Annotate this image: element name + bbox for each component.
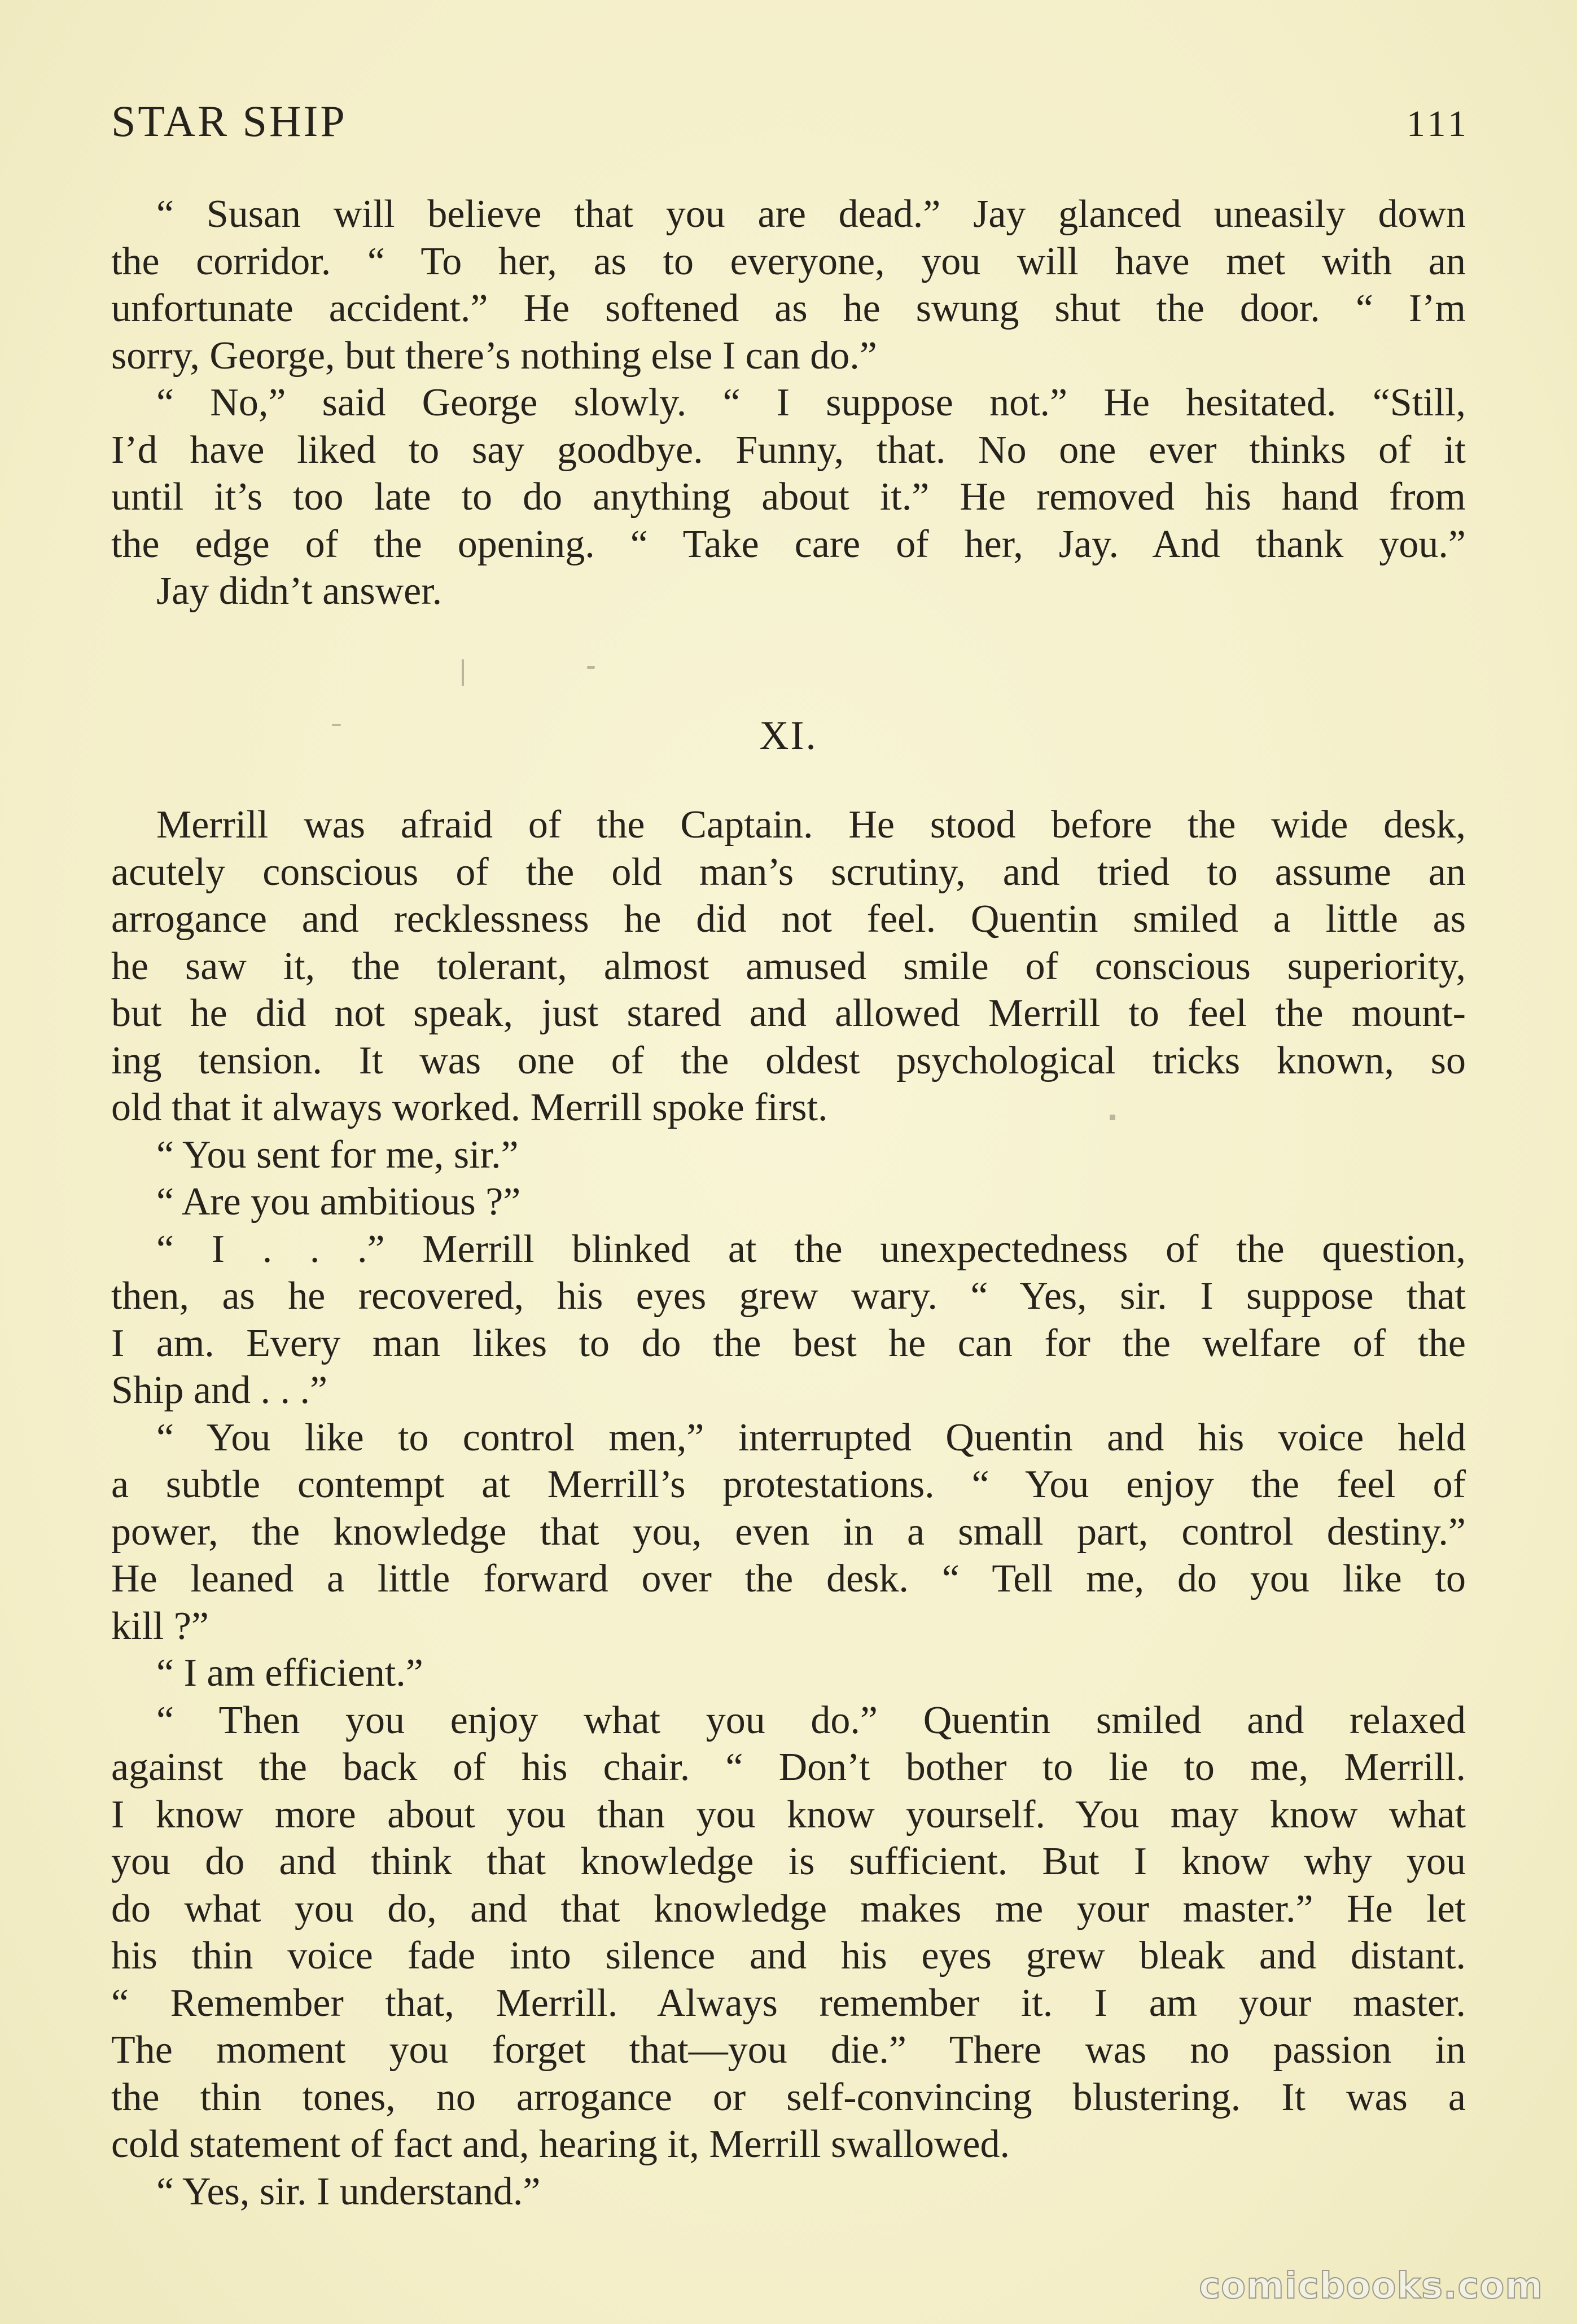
text-line: his thin voice fade into silence and his eyes grew bleak and distant. bbox=[111, 1934, 1466, 1977]
text-line: power, the knowledge that you, even in a small part, control destiny.” bbox=[111, 1510, 1466, 1554]
chapter-heading: XI. bbox=[759, 713, 818, 758]
text-line: the thin tones, no arrogance or self-convincing blustering. It was a bbox=[111, 2075, 1466, 2119]
text-line: “ Are you ambitious ?” bbox=[156, 1180, 521, 1224]
text-line: “ No,” said George slowly. “ I suppose not.” He hesitated. “Still, bbox=[156, 381, 1466, 424]
text-line: He leaned a little forward over the desk. “ Tell me, do you like to bbox=[111, 1557, 1466, 1601]
text-line: cold statement of fact and, hearing it, Merrill swallowed. bbox=[111, 2123, 1010, 2166]
text-line: he saw it, the tolerant, almost amused smile of conscious superiority, bbox=[111, 944, 1466, 988]
paper-speck bbox=[462, 659, 464, 686]
watermark-logo: comicbooks.com bbox=[1199, 2265, 1543, 2307]
text-line: “ Remember that, Merrill. Always remember it. I am your master. bbox=[111, 1981, 1466, 2025]
text-line: ing tension. It was one of the oldest psychological tricks known, so bbox=[111, 1038, 1466, 1082]
text-line: “ You like to control men,” interrupted Quentin and his voice held bbox=[156, 1415, 1466, 1459]
text-line: you do and think that knowledge is sufficient. But I know why you bbox=[111, 1840, 1466, 1883]
text-line: acutely conscious of the old man’s scrutiny, and tried to assume an bbox=[111, 850, 1466, 894]
paper-speck bbox=[332, 724, 341, 726]
text-line: “ I am efficient.” bbox=[156, 1651, 423, 1695]
text-line: kill ?” bbox=[111, 1604, 209, 1648]
text-line: Jay didn’t answer. bbox=[156, 569, 443, 613]
text-line: “ Yes, sir. I understand.” bbox=[156, 2169, 541, 2213]
text-line: do what you do, and that knowledge makes me your master.” He let bbox=[111, 1887, 1466, 1931]
text-line: sorry, George, but there’s nothing else I can do.” bbox=[111, 334, 877, 378]
text-line: against the back of his chair. “ Don’t bother to lie to me, Merrill. bbox=[111, 1746, 1466, 1789]
text-line: “ I . . .” Merrill blinked at the unexpectedness of the question, bbox=[156, 1227, 1466, 1271]
text-line: but he did not speak, just stared and allowed Merrill to feel the mount- bbox=[111, 992, 1466, 1035]
text-line: “ You sent for me, sir.” bbox=[156, 1133, 519, 1177]
text-line: Merrill was afraid of the Captain. He stood before the wide desk, bbox=[156, 803, 1466, 847]
text-line: “ Then you enjoy what you do.” Quentin smiled and relaxed bbox=[156, 1698, 1466, 1742]
paper-speck bbox=[587, 666, 595, 669]
text-line: the corridor. “ To her, as to everyone, you will have met with an bbox=[111, 239, 1466, 283]
text-line: I am. Every man likes to do the best he can for the welfare of the bbox=[111, 1321, 1466, 1365]
text-line: then, as he recovered, his eyes grew wary. “ Yes, sir. I suppose that bbox=[111, 1274, 1466, 1318]
text-line: The moment you forget that—you die.” There was no passion in bbox=[111, 2028, 1466, 2072]
text-line: a subtle contempt at Merrill’s protestations. “ You enjoy the feel of bbox=[111, 1463, 1466, 1506]
text-line: the edge of the opening. “ Take care of her, Jay. And thank you.” bbox=[111, 522, 1466, 566]
page-number: 111 bbox=[1406, 103, 1470, 144]
paper-speck bbox=[1110, 1115, 1115, 1120]
text-line: I’d have liked to say goodbye. Funny, that. No one ever thinks of it bbox=[111, 428, 1466, 472]
text-line: old that it always worked. Merrill spoke first. bbox=[111, 1086, 828, 1129]
text-block-chapter-xi bbox=[111, 801, 1466, 2215]
running-title: STAR SHIP bbox=[111, 97, 347, 146]
text-block-before-chapter bbox=[111, 191, 1466, 615]
text-line: “ Susan will believe that you are dead.” Jay glanced uneasily down bbox=[156, 192, 1466, 236]
running-head bbox=[111, 96, 1470, 147]
text-line: I know more about you than you know yourself. You may know what bbox=[111, 1792, 1466, 1836]
text-line: arrogance and recklessness he did not feel. Quentin smiled a little as bbox=[111, 897, 1466, 941]
text-line: until it’s too late to do anything about it.” He removed his hand from bbox=[111, 475, 1466, 519]
text-line: unfortunate accident.” He softened as he swung shut the door. “ I’m bbox=[111, 287, 1466, 330]
text-line: Ship and . . .” bbox=[111, 1369, 328, 1412]
